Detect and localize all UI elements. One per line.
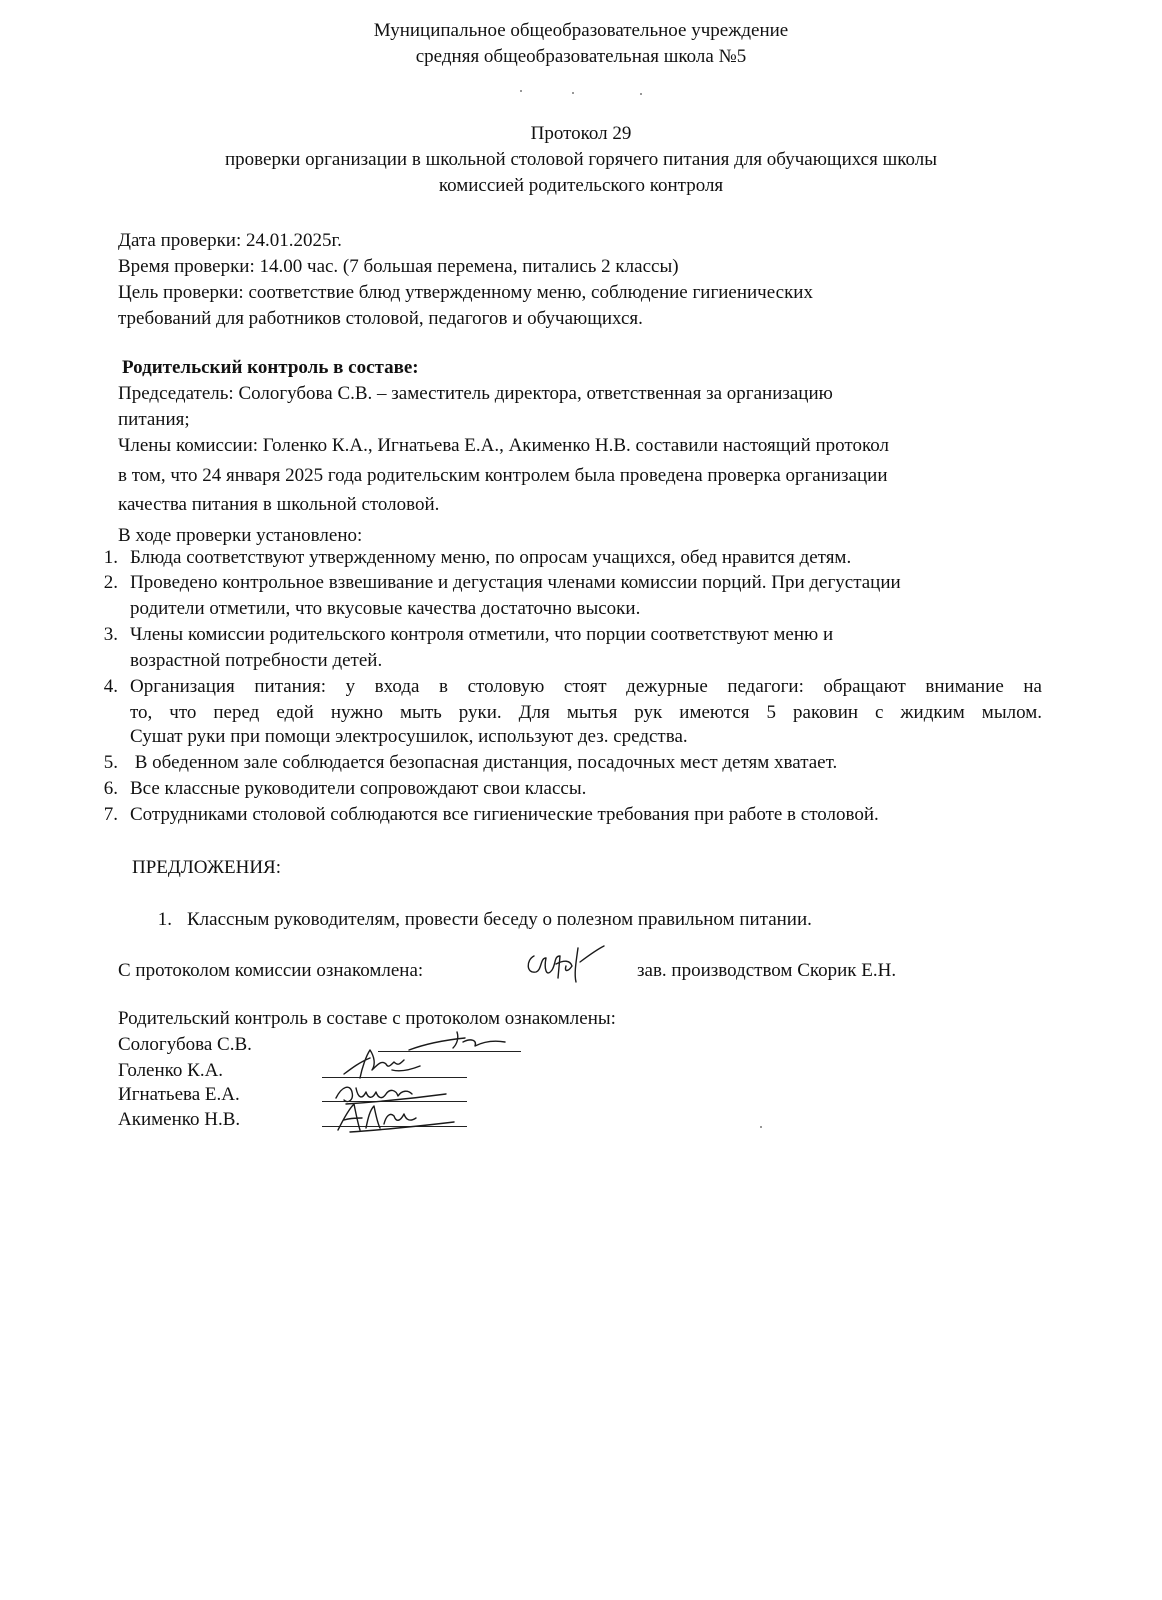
signatory-name: Игнатьева Е.А. <box>118 1084 240 1105</box>
signatory-name: Акименко Н.В. <box>118 1109 241 1130</box>
scan-speck <box>640 93 642 95</box>
protocol-subtitle-line1: проверки организации в школьной столовой горячего питания для обучающихся школы <box>224 149 938 170</box>
finding-text: В обеденном зале соблюдается безопасная дистанция, посадочных мест детям хватает. <box>130 752 838 773</box>
finding-text: Проведено контрольное взвешивание и дегустация членами комиссии порций. При дегустации <box>130 572 901 593</box>
acknowledgement-label: С протоколом комиссии ознакомлена: <box>118 960 424 981</box>
org-name-line2: средняя общеобразовательная школа №5 <box>415 46 747 67</box>
finding-text: Блюда соответствуют утвержденному меню, по опросам учащихся, обед нравится детям. <box>130 547 852 568</box>
finding-text: Все классные руководители сопровождают свои классы. <box>130 778 587 799</box>
finding-text: Члены комиссии родительского контроля отметили, что порции соответствуют меню и <box>130 624 834 645</box>
commission-members-line1: Члены комиссии: Голенко К.А., Игнатьева Е.А., Акименко Н.В. составили настоящий протокол <box>118 435 889 456</box>
finding-number: 7. <box>103 804 118 825</box>
finding-number: 6. <box>103 778 118 799</box>
signature-scribble-akimenko <box>330 1100 460 1134</box>
finding-number: 2. <box>103 572 118 593</box>
proposal-text: Классным руководителям, провести беседу о полезном правильном питании. <box>187 909 812 930</box>
commission-chair-line1: Председатель: Сологубова С.В. – заместитель директора, ответственная за организацию <box>118 383 833 404</box>
proposal-number: 1. <box>157 909 172 930</box>
finding-number: 4. <box>103 676 118 697</box>
finding-text: возрастной потребности детей. <box>130 650 383 671</box>
finding-text: Организация питания: у входа в столовую стоят дежурные педагоги: обращают внимание на <box>130 676 1042 697</box>
signatory-name: Голенко К.А. <box>118 1060 224 1081</box>
findings-heading: В ходе проверки установлено: <box>118 525 363 546</box>
acknowledgement-position: зав. производством Скорик Е.Н. <box>637 960 897 981</box>
inspection-goal-line2: требований для работников столовой, педагогов и обучающихся. <box>118 308 643 329</box>
signature-scribble-golenko <box>330 1044 430 1080</box>
commission-members-line2: в том, что 24 января 2025 года родительским контролем была проведена проверка организации <box>118 465 888 486</box>
protocol-title: Протокол 29 <box>530 123 632 144</box>
signatory-name: Сологубова С.В. <box>118 1034 252 1055</box>
scan-speck <box>760 1126 762 1128</box>
signatures-heading: Родительский контроль в составе с протоколом ознакомлены: <box>118 1008 616 1029</box>
finding-number: 3. <box>103 624 118 645</box>
signature-scribble-production-manager <box>520 942 610 987</box>
org-name-line1: Муниципальное общеобразовательное учреждение <box>373 20 789 41</box>
inspection-date: Дата проверки: 24.01.2025г. <box>118 230 342 251</box>
finding-text: родители отметили, что вкусовые качества достаточно высоки. <box>130 598 641 619</box>
finding-text: то, что перед едой нужно мыть руки. Для мытья рук имеются 5 раковин с жидким мылом. <box>130 702 1042 723</box>
scan-speck <box>572 92 574 94</box>
commission-heading: Родительский контроль в составе: <box>122 357 419 378</box>
scan-speck <box>520 90 522 92</box>
inspection-goal-line1: Цель проверки: соответствие блюд утвержденному меню, соблюдение гигиенических <box>118 282 813 303</box>
commission-chair-line2: питания; <box>118 409 190 430</box>
protocol-subtitle-line2: комиссией родительского контроля <box>438 175 724 196</box>
inspection-time: Время проверки: 14.00 час. (7 большая перемена, питались 2 классы) <box>118 256 679 277</box>
finding-number: 5. <box>103 752 118 773</box>
commission-members-line3: качества питания в школьной столовой. <box>118 494 440 515</box>
finding-text: Сотрудниками столовой соблюдаются все гигиенические требования при работе в столовой. <box>130 804 879 825</box>
finding-text: Сушат руки при помощи электросушилок, используют дез. средства. <box>130 726 688 747</box>
finding-number: 1. <box>103 547 118 568</box>
proposals-heading: ПРЕДЛОЖЕНИЯ: <box>132 857 282 878</box>
